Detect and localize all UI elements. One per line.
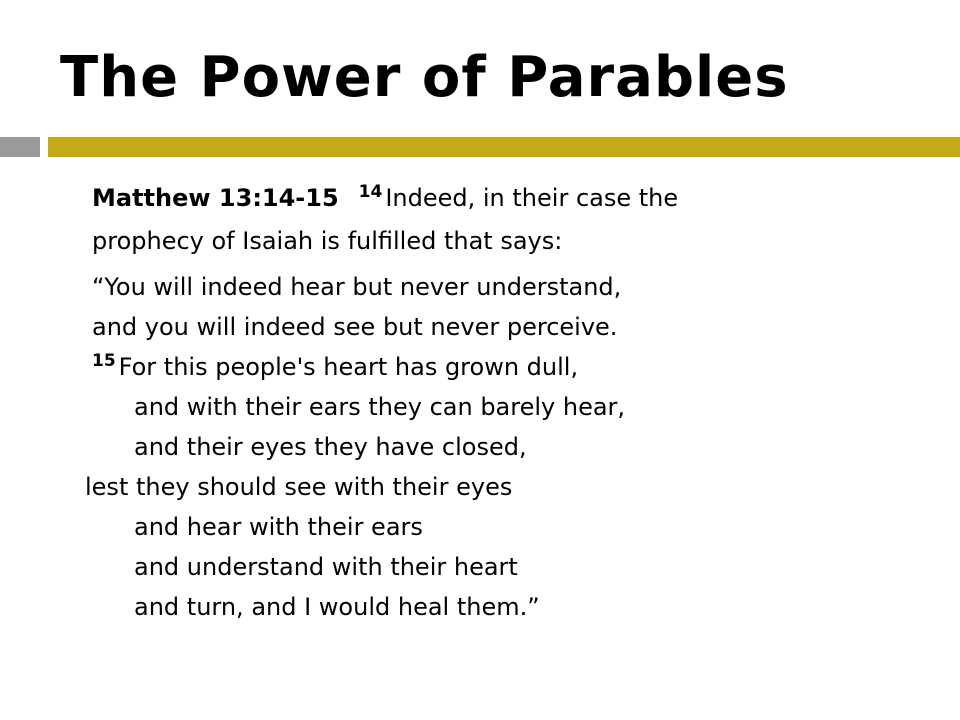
quotation-line [92, 307, 932, 347]
accent-bar-gray [0, 137, 40, 157]
quotation-line-text: and understand with their heart [134, 553, 518, 581]
quotation-line-text: lest they should see with their eyes [85, 473, 513, 501]
verse-number: 14 [358, 182, 383, 202]
quotation-line [92, 427, 932, 467]
quotation-line-text: and you will indeed see but never perceive. [92, 313, 618, 341]
quotation-line [85, 467, 932, 507]
scripture-passage [85, 178, 932, 627]
quotation-line [92, 587, 932, 627]
quotation-line [92, 387, 932, 427]
quotation-line [92, 547, 932, 587]
quotation-line [92, 507, 932, 547]
accent-bar-gold [48, 137, 960, 157]
slide-title: The Power of Parables [60, 45, 789, 110]
quotation-line-text: and with their ears they can barely hear, [134, 393, 626, 421]
intro-text: prophecy of Isaiah is fulfilled that says: [92, 227, 563, 255]
quotation-line-text: and turn, and I would heal them.” [134, 593, 540, 621]
intro-text: Indeed, in their case the [385, 184, 679, 212]
quotation-line [92, 267, 932, 307]
quotation-line [92, 347, 932, 387]
quotation-line-text: For this people's heart has grown dull, [118, 353, 579, 381]
scripture-reference: Matthew 13:14-15 [92, 184, 339, 212]
quotation-block [85, 267, 932, 627]
quotation-line-text: “You will indeed hear but never understand, [92, 273, 622, 301]
quotation-line-text: and their eyes they have closed, [134, 433, 527, 461]
passage-intro [92, 178, 932, 261]
verse-number: 15 [92, 351, 116, 371]
quotation-line-text: and hear with their ears [134, 513, 423, 541]
